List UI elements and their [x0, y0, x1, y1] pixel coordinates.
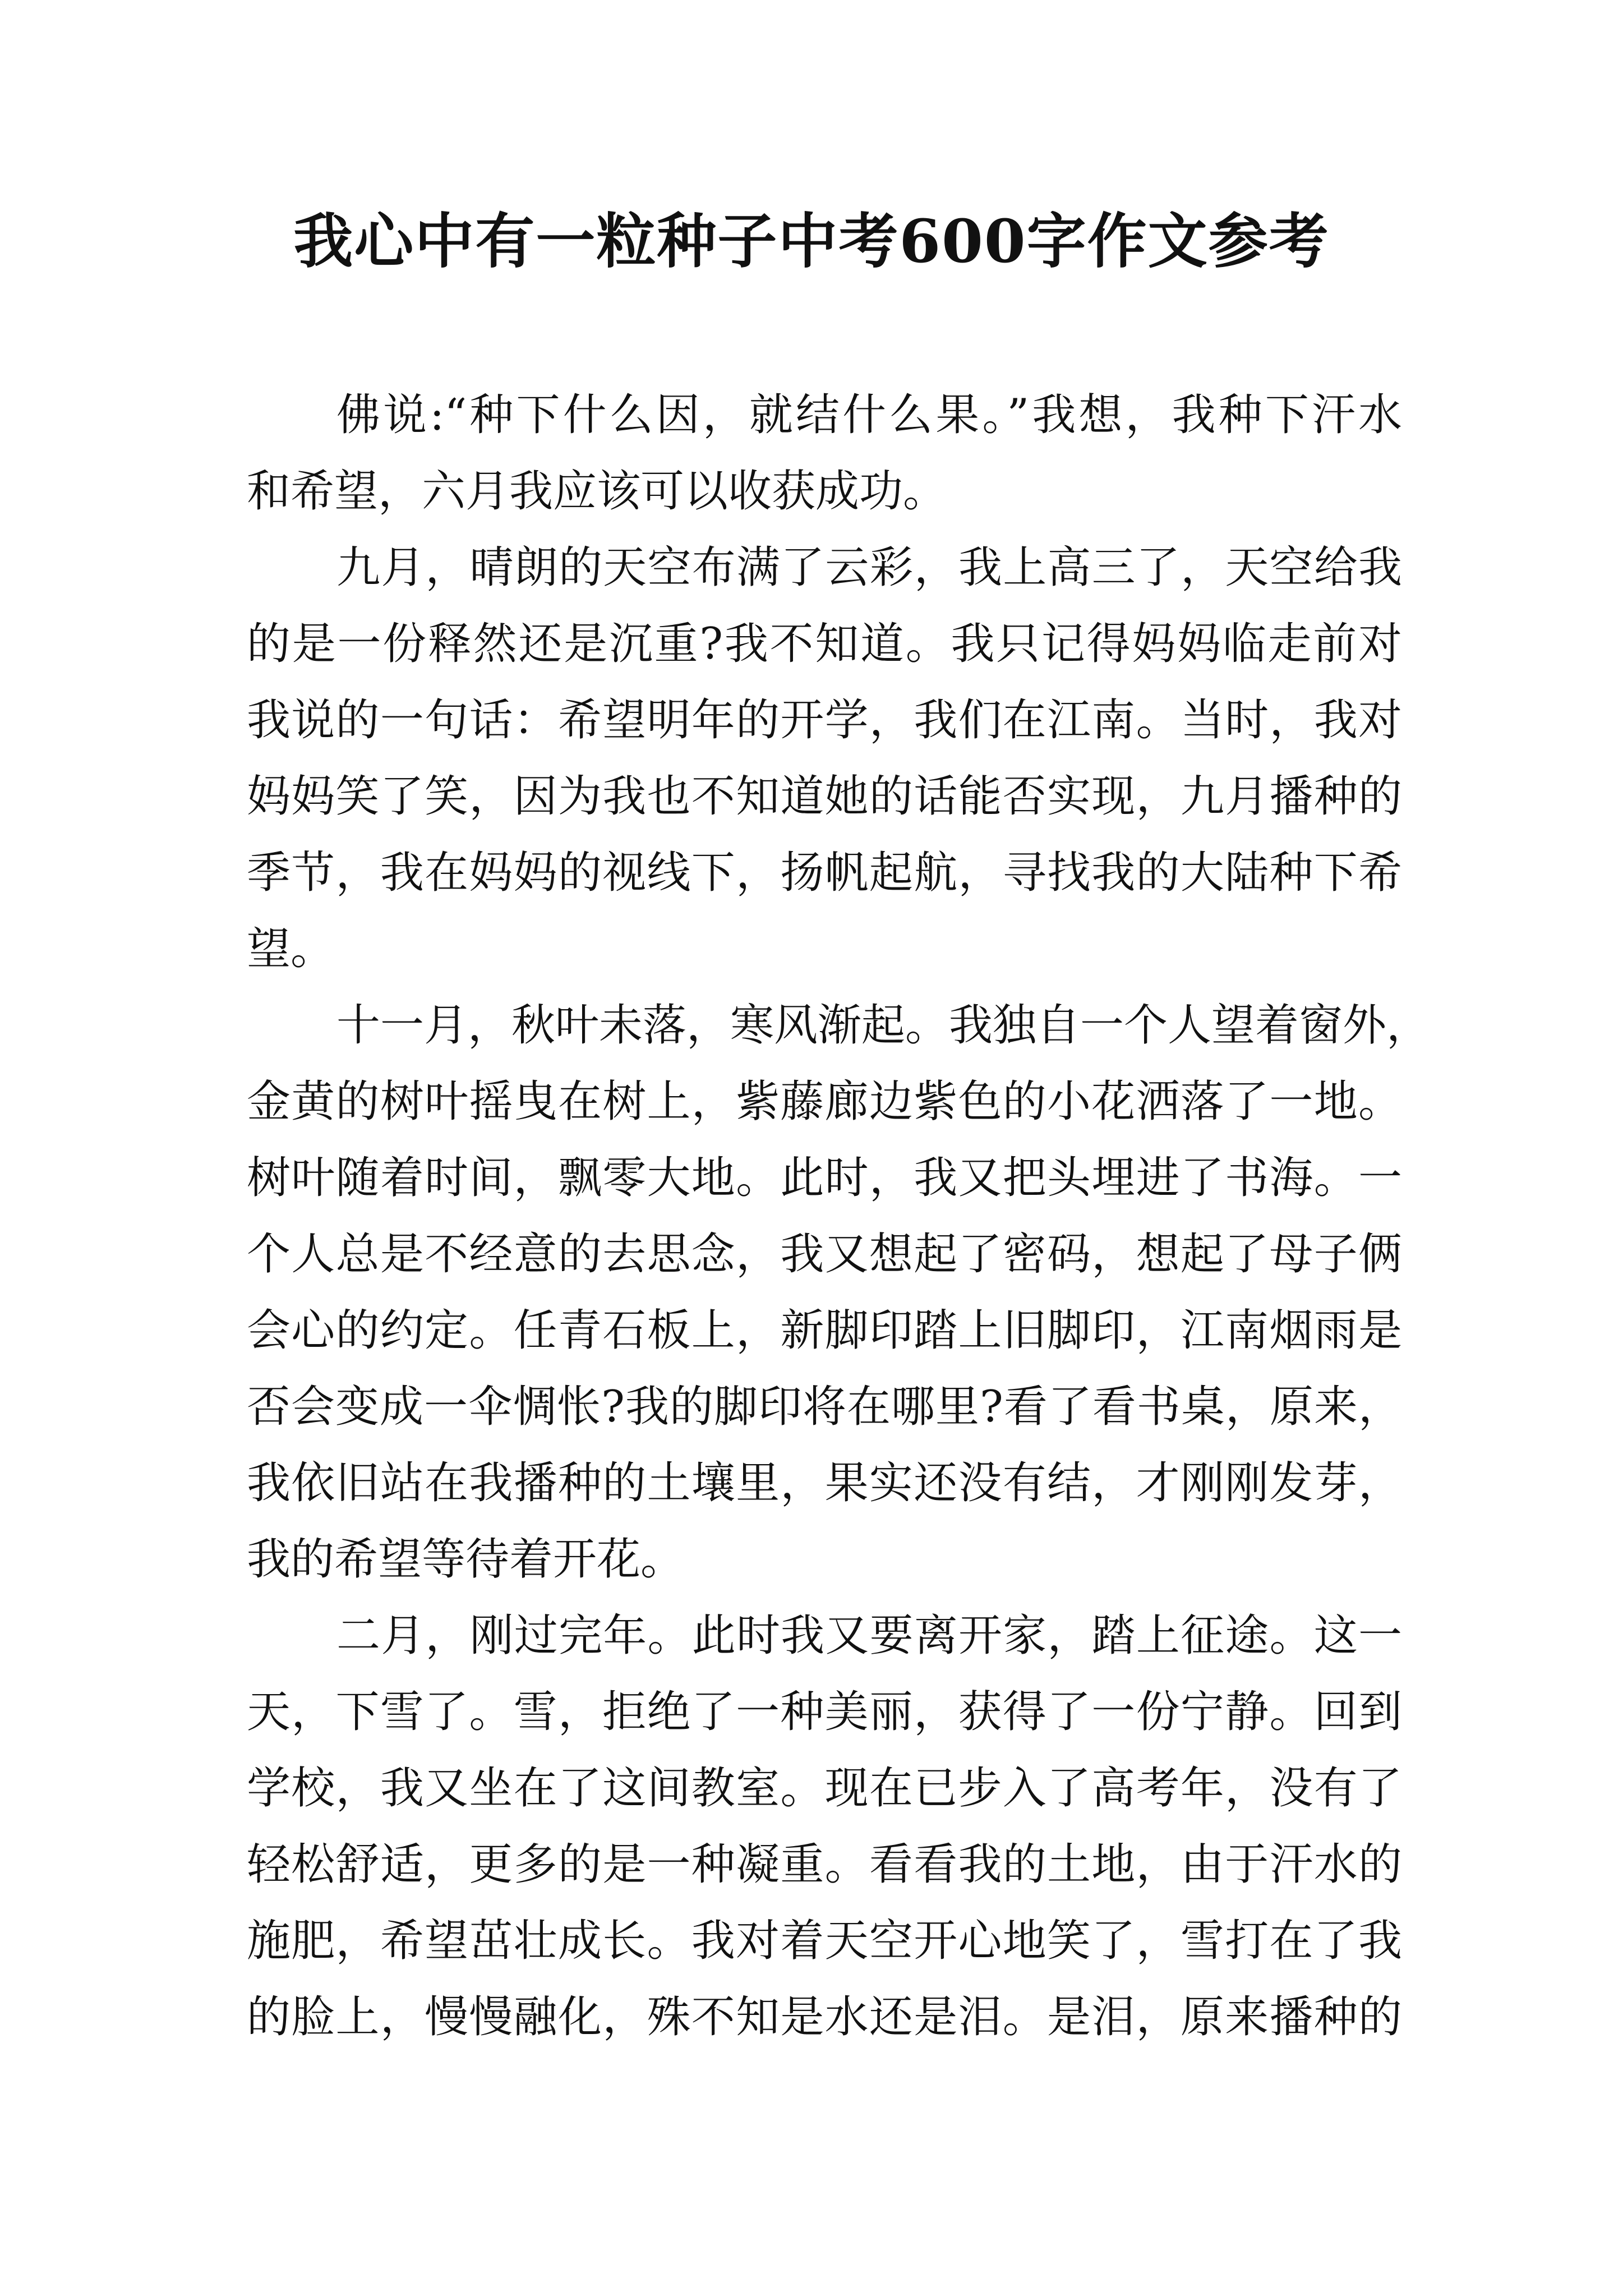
text-line: 树叶随着时间，飘零大地。此时，我又把头埋进了书海。一 — [247, 1153, 1402, 1203]
text-line: 会心的约定。任青石板上，新脚印踏上旧脚印，江南烟雨是 — [247, 1305, 1402, 1356]
text-line: 望。 — [247, 924, 335, 974]
text-line: 二月，刚过完年。此时我又要离开家，踏上征途。这一 — [336, 1611, 1402, 1661]
text-line: 否会变成一伞惆怅?我的脚印将在哪里?看了看书桌，原来， — [247, 1382, 1402, 1432]
text-line: 个人总是不经意的去思念，我又想起了密码，想起了母子俩 — [247, 1229, 1402, 1280]
text-line: 学校，我又坐在了这间教室。现在已步入了高考年，没有了 — [247, 1763, 1402, 1814]
text-line: 施肥，希望茁壮成长。我对着天空开心地笑了，雪打在了我 — [247, 1916, 1402, 1966]
text-line: 天，下雪了。雪，拒绝了一种美丽，获得了一份宁静。回到 — [247, 1687, 1402, 1737]
text-line: 金黄的树叶摇曳在树上，紫藤廊边紫色的小花洒落了一地。 — [247, 1076, 1402, 1127]
text-line: 季节，我在妈妈的视线下，扬帆起航，寻找我的大陆种下希 — [247, 848, 1402, 898]
text-line: 我的希望等待着开花。 — [247, 1534, 685, 1585]
text-line: 我依旧站在我播种的土壤里，果实还没有结，才刚刚发芽， — [247, 1458, 1402, 1508]
text-line: 九月，晴朗的天空布满了云彩，我上高三了，天空给我 — [336, 542, 1402, 593]
text-line: 佛说:“种下什么因，就结什么果。”我想，我种下汗水 — [336, 390, 1402, 440]
text-line: 的是一份释然还是沉重?我不知道。我只记得妈妈临走前对 — [247, 619, 1402, 669]
document-title: 我心中有一粒种子中考600字作文参考 — [293, 206, 1330, 276]
essay-body — [247, 377, 1431, 2055]
text-line: 的脸上，慢慢融化，殊不知是水还是泪。是泪，原来播种的 — [247, 1992, 1402, 2042]
text-line: 十一月，秋叶未落，寒风渐起。我独自一个人望着窗外， — [336, 1000, 1431, 1051]
text-line: 我说的一句话：希望明年的开学，我们在江南。当时，我对 — [247, 695, 1402, 746]
text-line: 妈妈笑了笑，因为我也不知道她的话能否实现，九月播种的 — [247, 771, 1402, 822]
text-line: 和希望，六月我应该可以收获成功。 — [247, 466, 947, 517]
text-line: 轻松舒适，更多的是一种凝重。看看我的土地，由于汗水的 — [247, 1839, 1402, 1890]
